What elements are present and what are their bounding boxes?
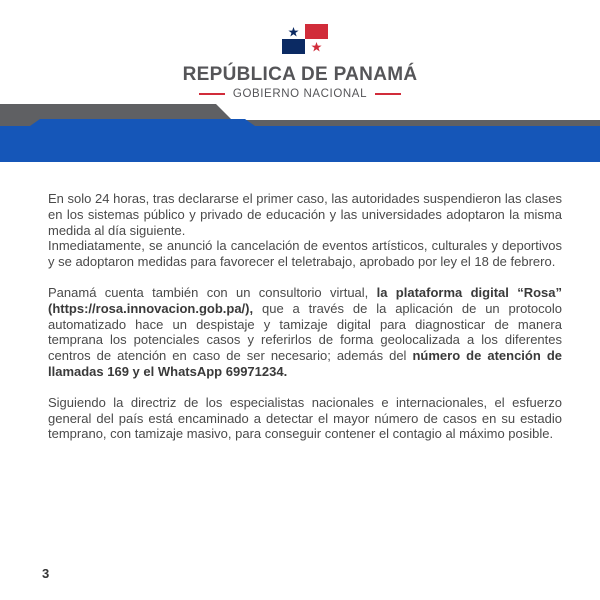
paragraph-3: [48, 285, 562, 380]
paragraph-4: Siguiendo la directriz de los especialistas nacionales e internacionales, el esfuerzo general del país está encaminado a detectar el mayor número de casos en su estadio temprano, con tamizaje masivo, para conseguir contener el contagio al máximo posible.: [48, 394, 562, 442]
contact-numbers: número de atención de llamadas 169 y el WhatsApp 69971234.: [48, 348, 562, 379]
header-title: REPÚBLICA DE PANAMÁ: [182, 64, 418, 85]
subtitle-line-left: [199, 93, 225, 95]
header-subtitle: GOBIERNO NACIONAL: [232, 88, 368, 100]
paragraph-3-intro: Panamá cuenta también con un consultorio virtual,: [48, 284, 377, 300]
subtitle-row: [0, 88, 600, 100]
subtitle-line-right: [375, 93, 401, 95]
paragraph-2: Inmediatamente, se anunció la cancelación de eventos artísticos, culturales y deportivos y se adoptaron medidas para favorecer el teletrabajo, aprobado por ley el 18 de febrero.: [48, 238, 562, 270]
paragraph-3-body: que a través de la aplicación de un protocolo automatizado hace un despistaje y tamizaje digital para diagnosticar de manera temprana los potenciales casos y referirlos de forma geolocalizada a los diferentes centros de atención en caso de ser necesario; además del: [48, 300, 562, 364]
panama-flag-icon: [282, 24, 328, 54]
main-content: [48, 191, 562, 442]
rosa-platform-link: la plataforma digital “Rosa” (https://rosa.innovacion.gob.pa/),: [48, 284, 562, 316]
page-number: 3: [42, 566, 50, 581]
header-band: [0, 104, 600, 162]
paragraph-1: En solo 24 horas, tras declararse el primer caso, las autoridades suspendieron las clases en los sistemas público y privado de educación y las universidades adoptaron la misma medida al día siguiente.: [48, 191, 562, 238]
